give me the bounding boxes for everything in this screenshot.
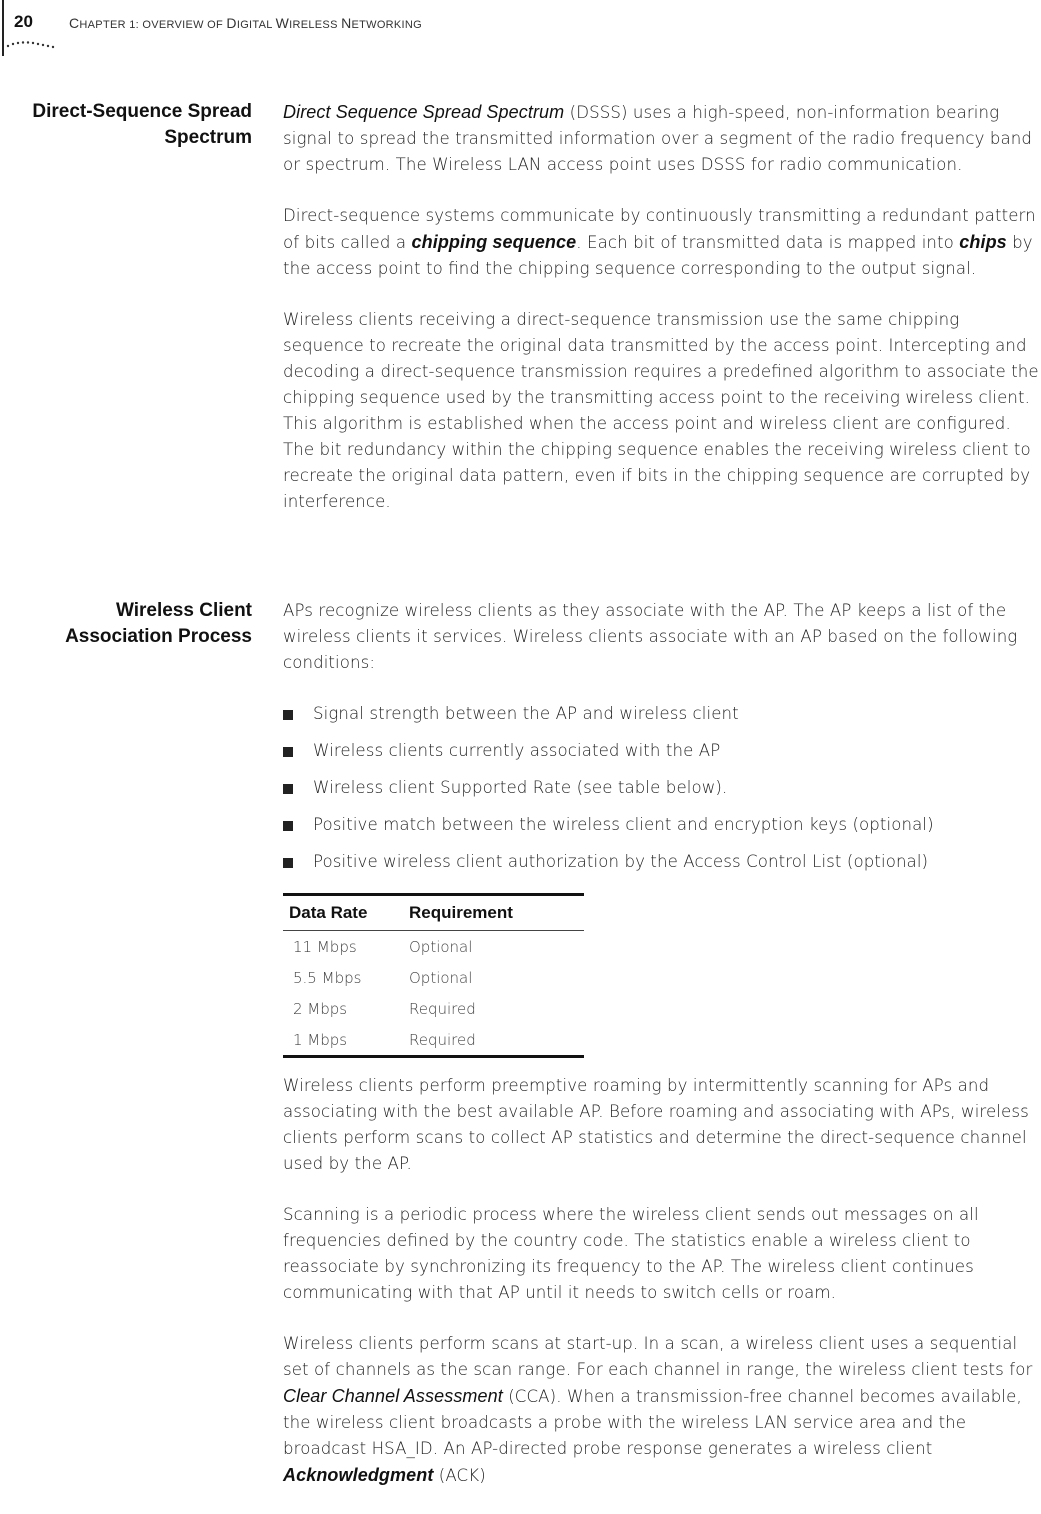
paragraph: APs recognize wireless clients as they associate with the AP. The AP keeps a list of the wireless clients it services. Wireless clients associate with an AP based on the following conditions: <box>283 601 1018 672</box>
bullet-square-icon <box>283 710 293 720</box>
paragraph: Wireless clients perform scans at start-up. In a scan, a wireless client uses a sequential set of channels as the scan range. For each channel in range, the wireless client tests for Clear Channel Assessment (CCA). When a transmission-free channel becomes available, the wireless client broadcasts a probe with the wireless LAN service area and the broadcast HSA_ID. An AP-directed probe response generates a wireless client Acknowledgment (ACK) <box>283 1334 1033 1485</box>
list-item: Positive wireless client authorization by the Access Control List (optional) <box>283 849 1041 886</box>
bullet-square-icon <box>283 858 293 868</box>
section-heading-association: Wireless Client Association Process <box>65 600 252 647</box>
table-header-row <box>283 895 584 931</box>
paragraph: Direct-sequence systems communicate by continuously transmitting a redundant pattern of bits called a chipping sequence. Each bit of transmitted data is mapped into chips by the access point to ﬁnd the chipping sequence corresponding to the output signal. <box>283 206 1036 278</box>
paragraph: Scanning is a periodic process where the wireless client sends out messages on all frequencies deﬁned by the country code. The statistics enable a wireless client to reassociate by synchronizing its frequency to the AP. The wireless client continues communicating with that AP until it needs to switch cells or roam. <box>283 1205 979 1302</box>
section-body-association <box>283 598 1041 886</box>
list-item: Positive match between the wireless client and encryption keys (optional) <box>283 812 1041 849</box>
list-item: Wireless client Supported Rate (see table below). <box>283 775 1041 812</box>
section-body-dsss <box>283 99 1041 540</box>
conditions-list <box>283 701 1041 886</box>
column-header-data-rate: Data Rate <box>283 895 409 931</box>
column-header-requirement: Requirement <box>409 895 584 931</box>
paragraph: Wireless clients receiving a direct-sequence transmission use the same chipping sequence to recreate the original data transmitted by the access point. Intercepting and decoding a direct-sequence transmission requires a predeﬁned algorithm to associate the chipping sequence used by the transmitting access point to the receiving wireless client. This algorithm is established when the access point and wireless client are conﬁgured. The bit redundancy within the chipping sequence enables the receiving wireless client to recreate the original data pattern, even if bits in the chipping sequence are corrupted by interference. <box>283 310 1039 511</box>
paragraph: Direct Sequence Spread Spectrum (DSSS) uses a high-speed, non-information bearing signal to spread the transmitted information over a segment of the radio frequency band or spectrum. The Wireless LAN access point uses DSSS for radio communication. <box>283 102 1033 174</box>
table-row: 11 Mbps Optional <box>293 937 473 956</box>
bullet-square-icon <box>283 821 293 831</box>
page-header <box>0 0 1041 60</box>
section-heading-dsss: Direct-Sequence Spread Spectrum <box>32 101 252 148</box>
table-row: 2 Mbps Required <box>293 999 476 1018</box>
section-body-roaming <box>283 1073 1041 1514</box>
bullet-square-icon <box>283 784 293 794</box>
bullet-square-icon <box>283 747 293 757</box>
table-row: 1 Mbps Required <box>283 1024 584 1057</box>
data-rate-table <box>283 893 584 1058</box>
page-number: 20 <box>14 12 33 31</box>
header-rule <box>2 0 4 56</box>
chapter-title: CHAPTER 1: OVERVIEW OF DIGITAL WIRELESS NETWORKING <box>69 15 423 31</box>
dotted-ornament <box>6 40 58 50</box>
table-row: 5.5 Mbps Optional <box>293 968 473 987</box>
list-item: Signal strength between the AP and wireless client <box>283 701 1041 738</box>
list-item: Wireless clients currently associated with the AP <box>283 738 1041 775</box>
paragraph: Wireless clients perform preemptive roaming by intermittently scanning for APs and associating with the best available AP. Before roaming and associating with APs, wireless clients perform scans to collect AP statistics and determine the direct-sequence channel used by the AP. <box>283 1076 1029 1173</box>
